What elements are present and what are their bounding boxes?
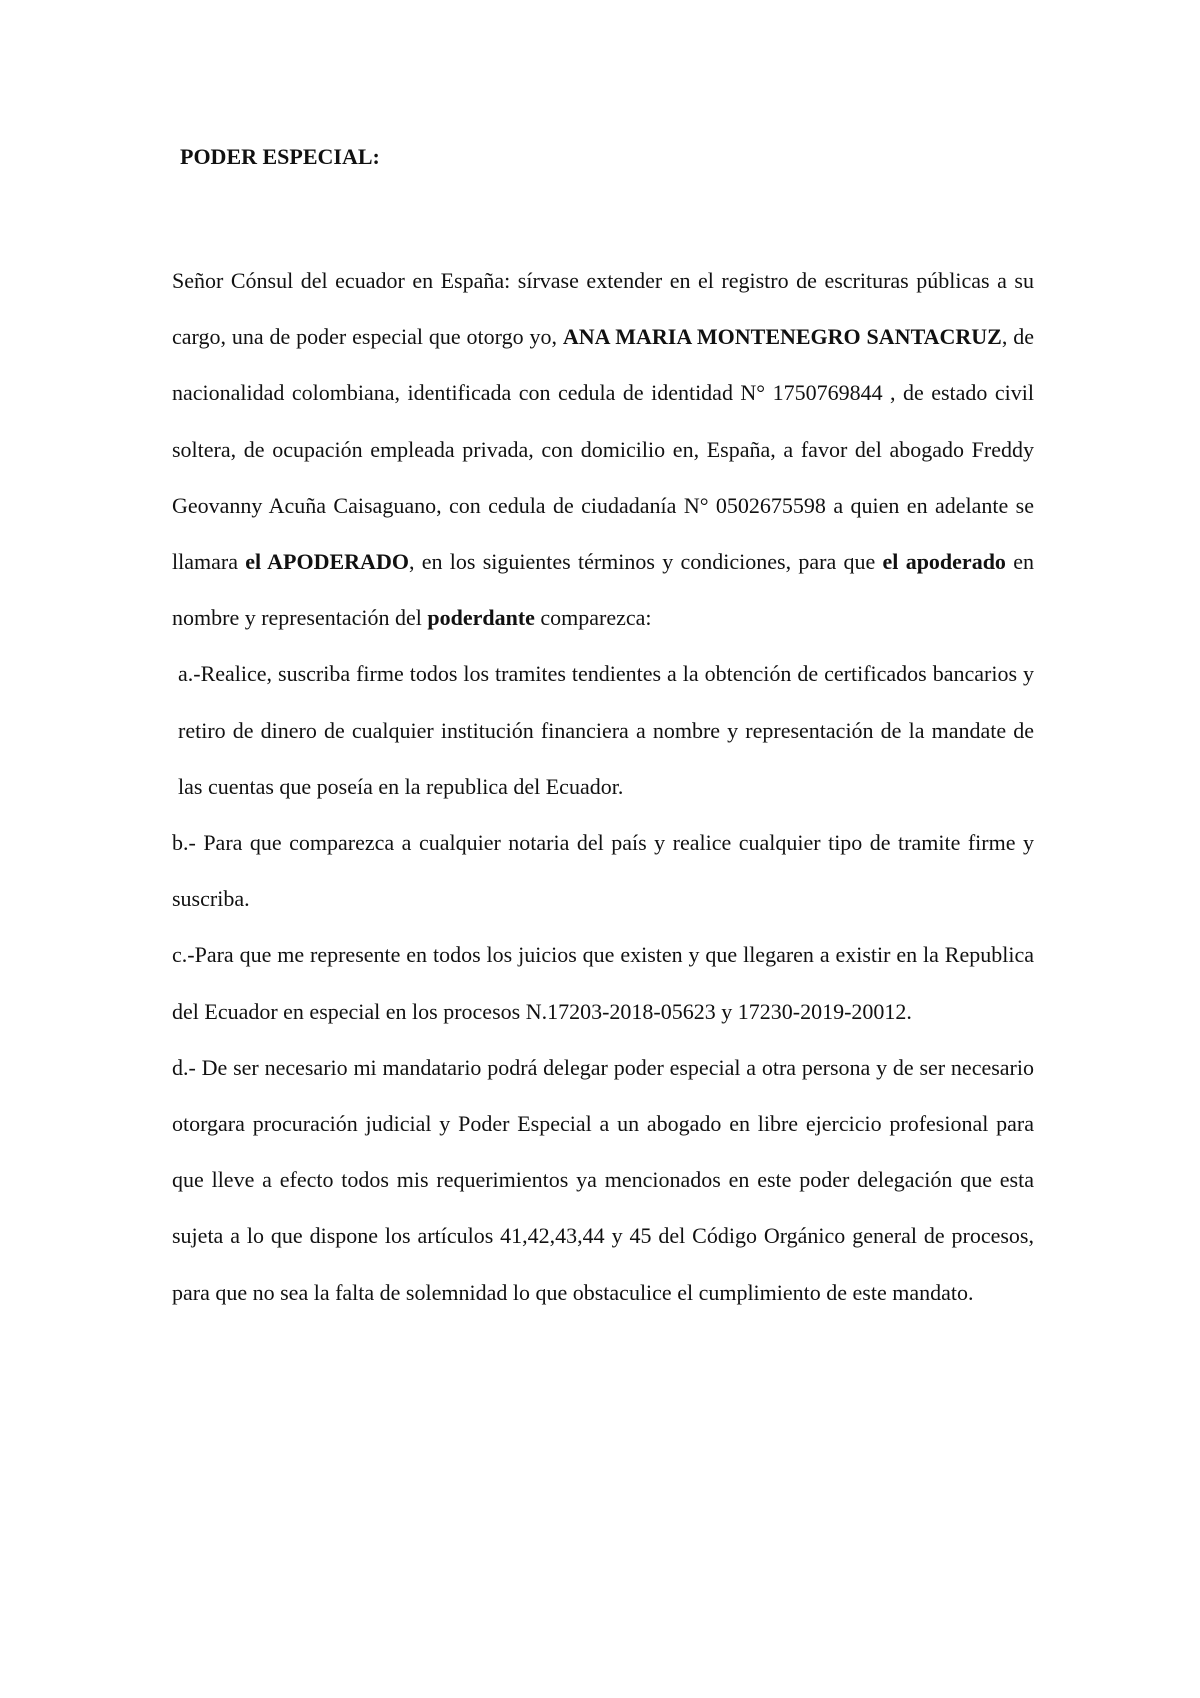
item-c-paragraph: c.-Para que me represente en todos los juicios que existen y que llegaren a existir en la Republica del Ecuador en especial en los procesos N.17203-2018-05623 y 17230-2019-20012. xyxy=(172,942,1034,1024)
apoderado-term: el apoderado xyxy=(882,549,1006,575)
document-title: PODER ESPECIAL: xyxy=(180,144,380,169)
intro-text-4: en nombre y representación del xyxy=(172,549,1034,631)
item-d-paragraph: d.- De ser necesario mi mandatario podrá delegar poder especial a otra persona y de ser necesario otorgara procuración judicial y Poder Especial a un abogado en libre ejercicio profesional para que lleve a efecto todos mis requerimientos ya mencionados en este poder delegación que esta sujeta a lo que dispone los artículos 41,42,43,44 y 45 del Código Orgánico general de procesos, para que no sea la falta de solemnidad lo que obstaculice el cumplimiento de este mandato. xyxy=(172,1054,1034,1305)
intro-text-2: , de nacionalidad colombiana, identificada con cedula de identidad N° 1750769844 , de estado civil soltera, de ocupación empleada privada, con domicilio en, España, a favor del abogado Freddy Geovanny Acuña Caisaguano, con cedula de ciudadanía N° 0502675598 a quien en adelante se llamara xyxy=(172,324,1035,575)
apoderado-caps: el APODERADO xyxy=(245,549,409,575)
poderdante-term: poderdante xyxy=(427,605,535,631)
item-a-paragraph: a.-Realice, suscriba firme todos los tramites tendientes a la obtención de certificados bancarios y retiro de dinero de cualquier institución financiera a nombre y representación de la mandate de las cuentas que poseía en la republica del Ecuador. xyxy=(178,661,1034,799)
intro-text-3: , en los siguientes términos y condiciones, para que xyxy=(408,549,883,575)
grantor-name: ANA MARIA MONTENEGRO SANTACRUZ xyxy=(562,324,1002,350)
item-b-paragraph: b.- Para que comparezca a cualquier notaria del país y realice cualquier tipo de tramite firme y suscriba. xyxy=(172,830,1034,912)
document-body xyxy=(172,253,1034,1321)
intro-paragraph xyxy=(172,253,1034,646)
intro-text-1: Señor Cónsul del ecuador en España: sírvase extender en el registro de escrituras públicas a su cargo, una de poder especial que otorgo yo, xyxy=(172,268,1034,350)
intro-text-5: comparezca: xyxy=(534,605,652,631)
